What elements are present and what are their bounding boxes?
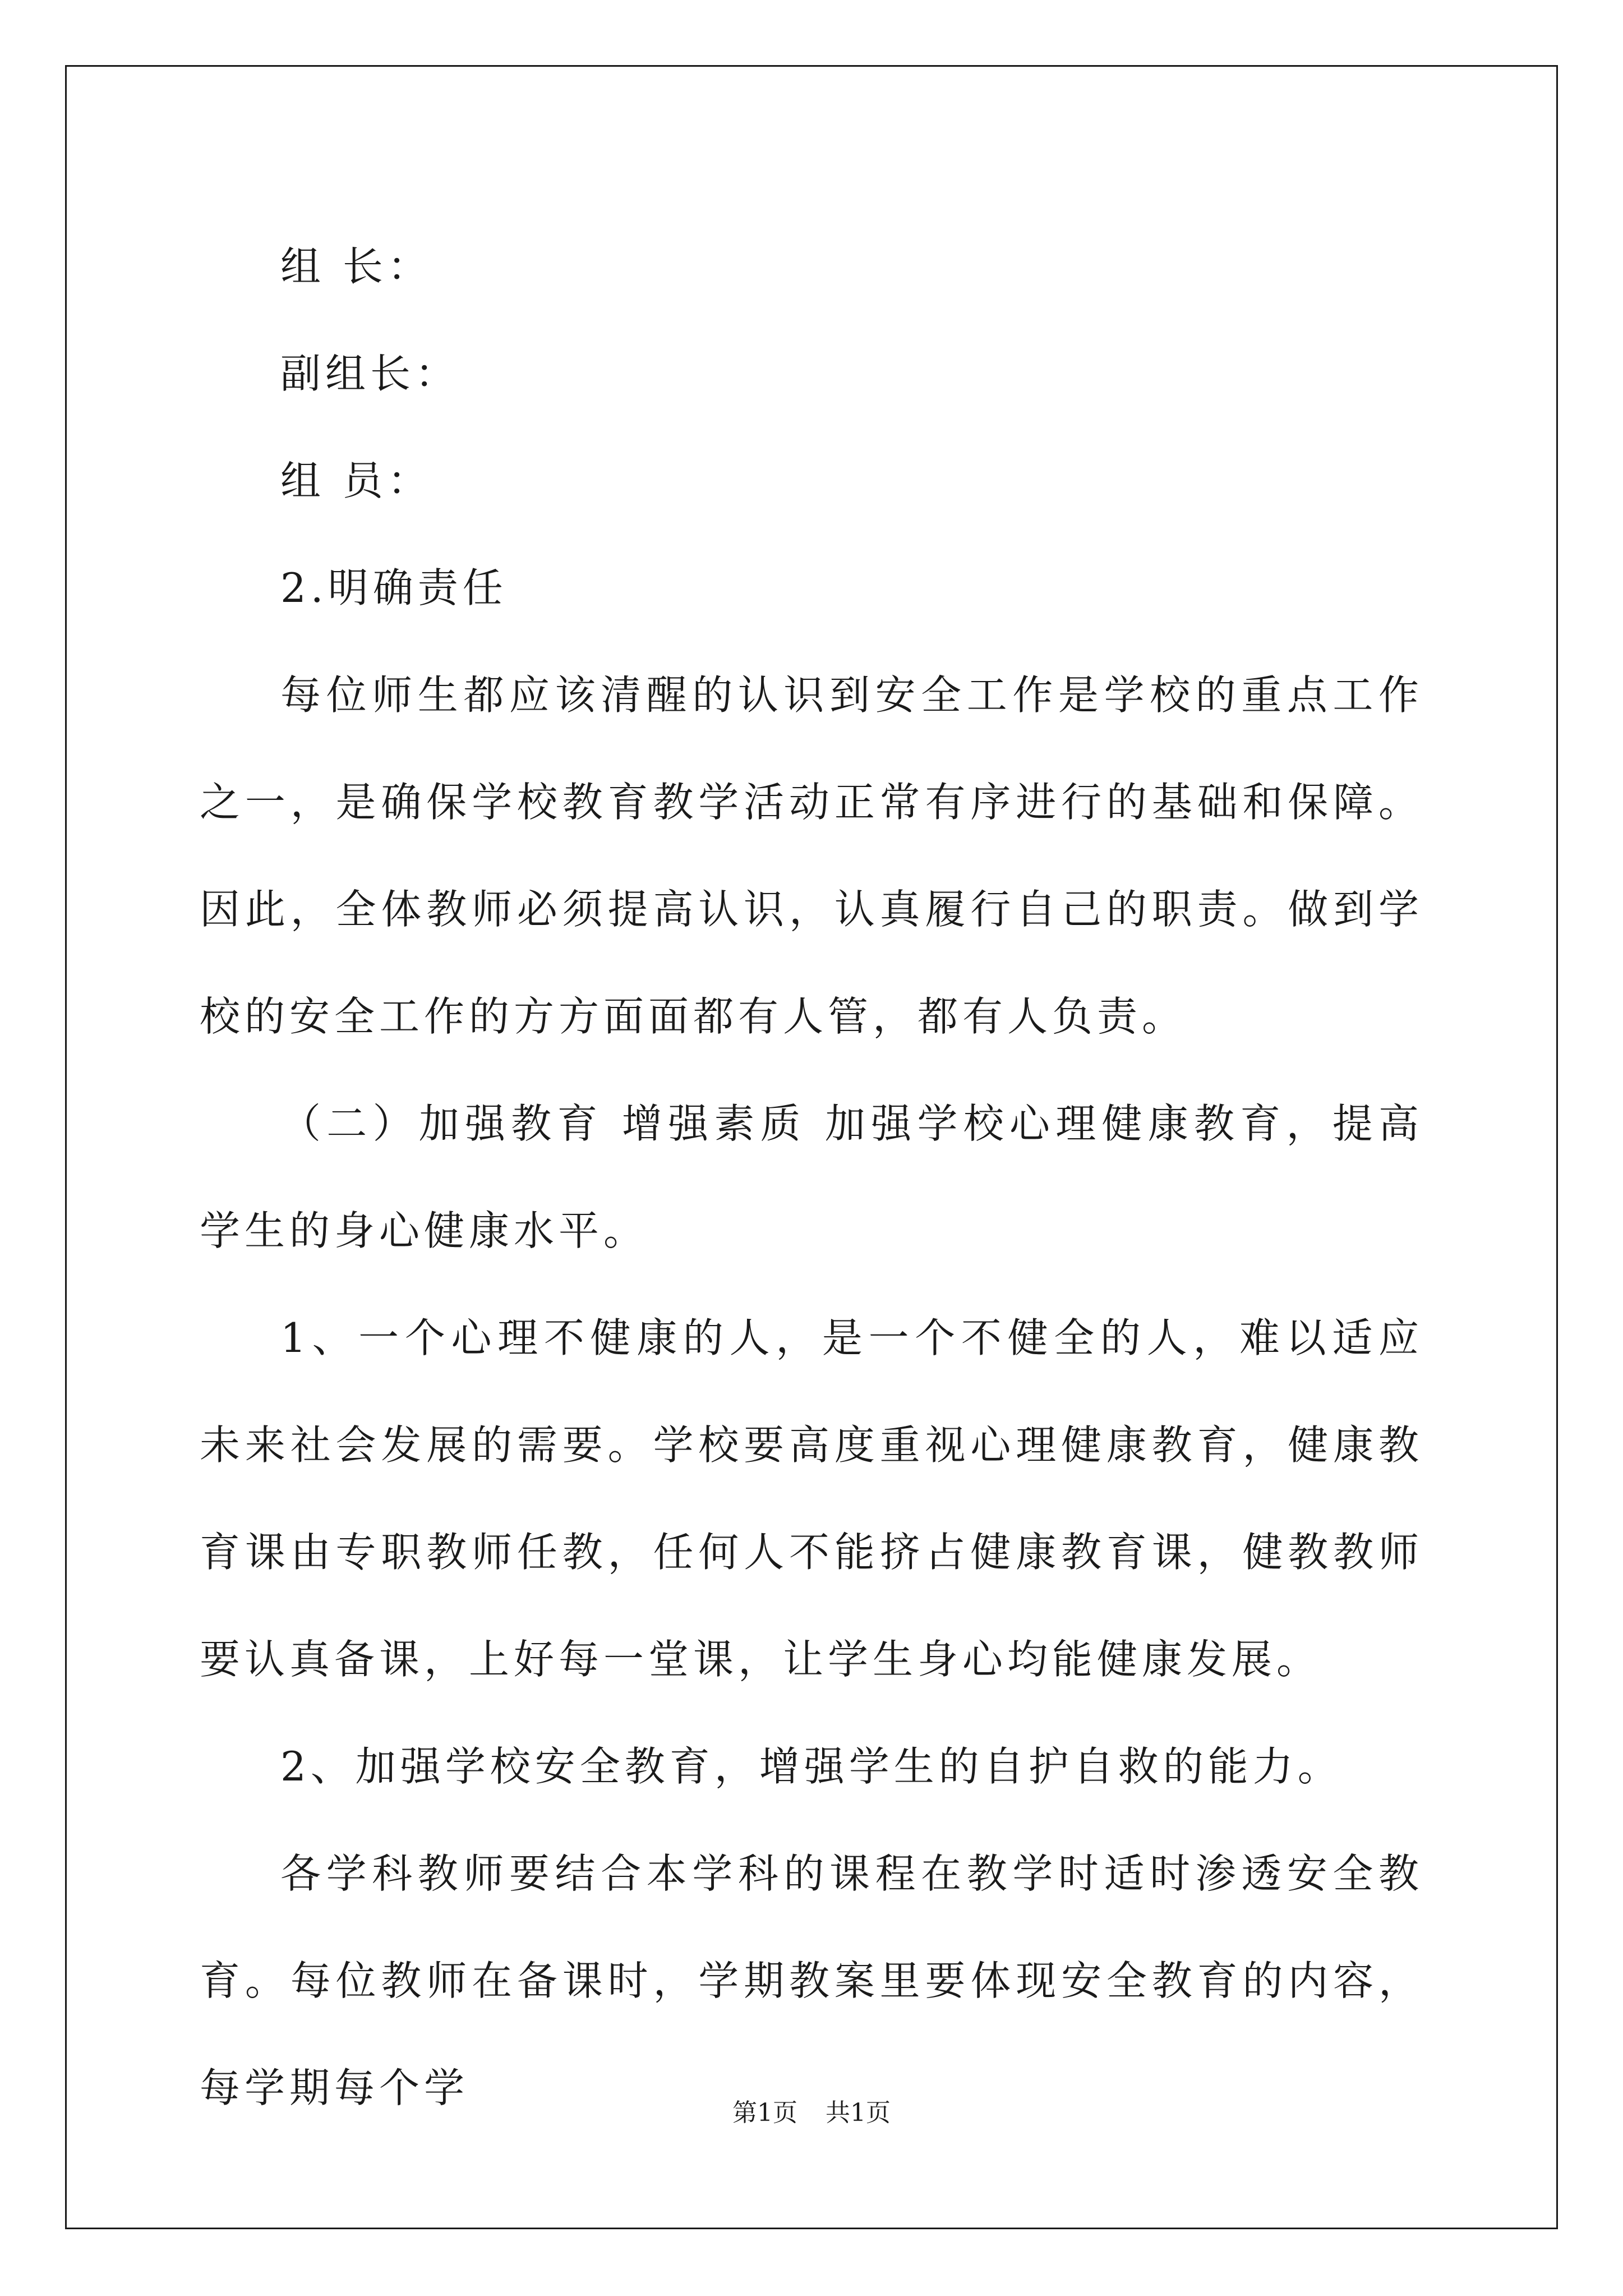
leader-label: 组 长： bbox=[280, 243, 432, 290]
page-number: 第1页 bbox=[732, 2099, 797, 2127]
members-label: 组 员： bbox=[280, 457, 432, 504]
section-heading-responsibility: 2.明确责任 bbox=[280, 564, 508, 611]
paragraph-subject-teachers: 各学科教师要结合本学科的课程在教学时适时渗透安全教育。每位教师在备课时，学期教案里要体现安全教育的内容，每学期每个学 bbox=[200, 1850, 1423, 2111]
paragraph-safety-education: 2、加强学校安全教育，增强学生的自护自救的能力。 bbox=[280, 1743, 1343, 1790]
document-body bbox=[200, 213, 1423, 2142]
page-footer bbox=[0, 2092, 1623, 2128]
paragraph-safety-awareness: 每位师生都应该清醒的认识到安全工作是学校的重点工作之一，是确保学校教育教学活动正常有序进行的基础和保障。因此，全体教师必须提高认识，认真履行自己的职责。做到学校的安全工作的方方面面都有人管，都有人负责。 bbox=[200, 671, 1423, 1040]
page-total: 共1页 bbox=[826, 2099, 891, 2127]
section-heading-education: （二）加强教育 增强素质 加强学校心理健康教育，提高学生的身心健康水平。 bbox=[200, 1100, 1423, 1254]
paragraph-mental-health: 1、一个心理不健康的人，是一个不健全的人，难以适应未来社会发展的需要。学校要高度重视心理健康教育，健康教育课由专职教师任教，任何人不能挤占健康教育课，健教教师要认真备课，上好每一堂课，让学生身心均能健康发展。 bbox=[200, 1314, 1423, 1683]
deputy-leader-label: 副组长： bbox=[280, 350, 460, 397]
